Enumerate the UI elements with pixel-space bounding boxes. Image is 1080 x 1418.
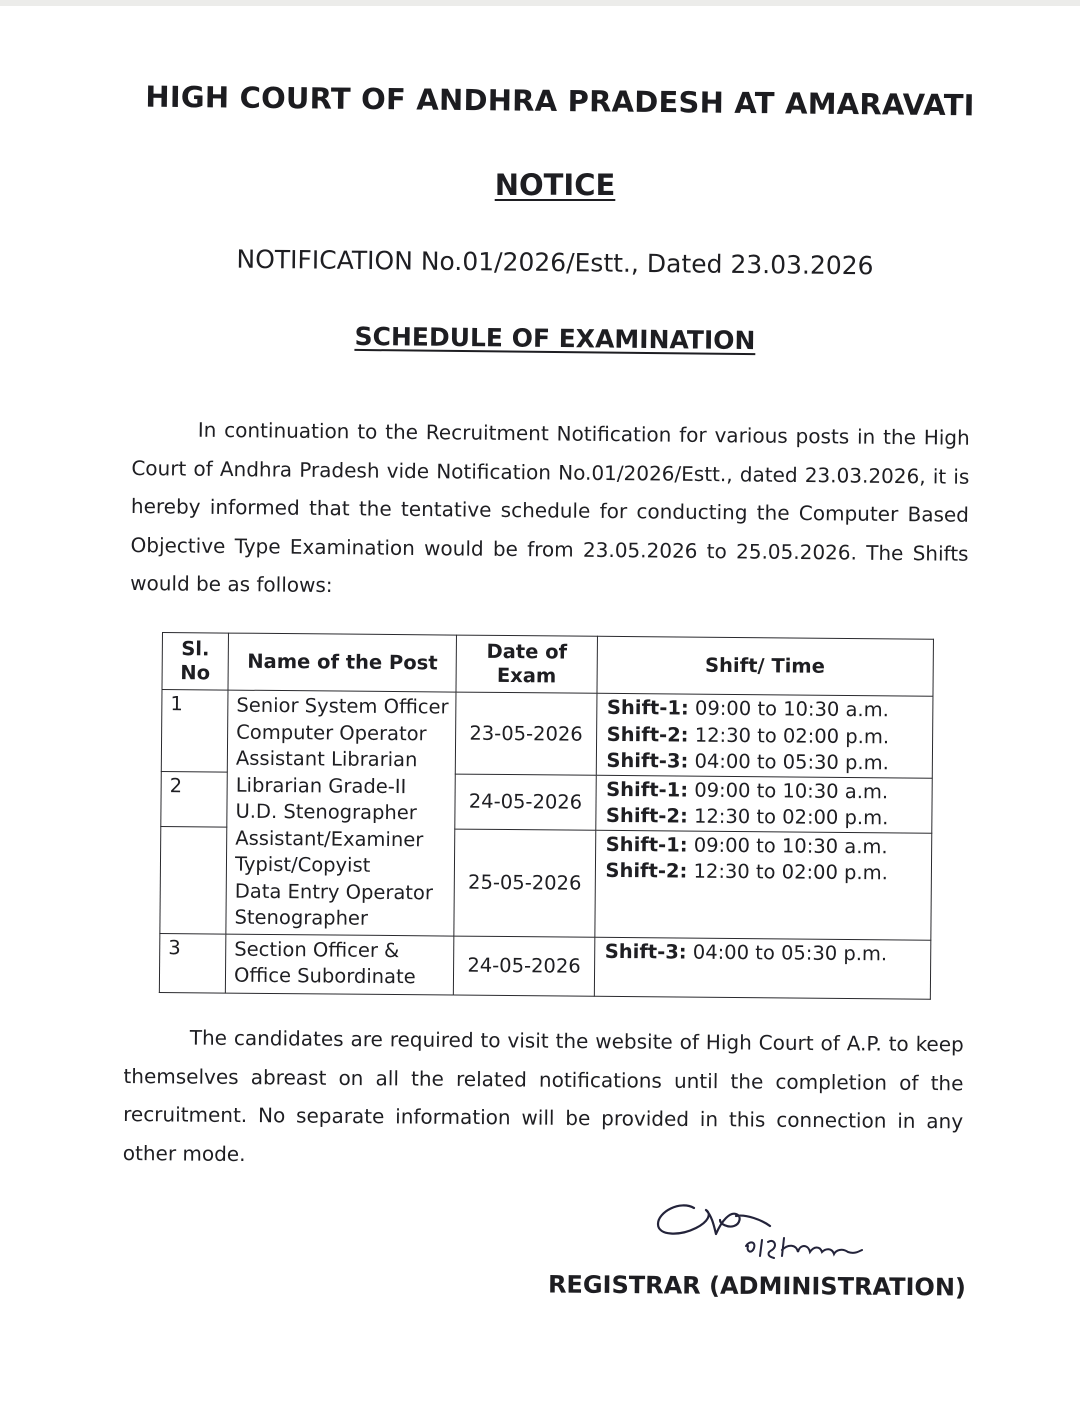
header-exam-date xyxy=(456,635,597,693)
shift-label: Shift-1: xyxy=(606,695,689,720)
shift-line xyxy=(607,721,933,750)
header-sl-line2: No xyxy=(180,661,211,685)
shift-line xyxy=(606,748,932,777)
post-name: Librarian Grade-II xyxy=(235,773,407,798)
sl-number: 2 xyxy=(161,771,228,827)
schedule-title: SCHEDULE OF EXAMINATION xyxy=(354,321,756,356)
table-row xyxy=(161,690,933,778)
notice-title: NOTICE xyxy=(494,168,616,202)
shift-line xyxy=(606,831,932,860)
shift-cell xyxy=(594,937,931,999)
page-edge xyxy=(0,0,1080,6)
shift-time: 12:30 to 02:00 p.m. xyxy=(693,804,889,830)
header-date-line1: Date of xyxy=(486,639,568,664)
post-name: Computer Operator xyxy=(236,720,427,745)
exam-date: 25-05-2026 xyxy=(454,829,595,937)
shift-time: 12:30 to 02:00 p.m. xyxy=(694,723,890,748)
shift-label: Shift-2: xyxy=(606,722,689,747)
shift-line xyxy=(605,858,931,887)
shift-time: 09:00 to 10:30 a.m. xyxy=(693,833,888,858)
header-sl-no xyxy=(162,633,229,691)
shift-label: Shift-3: xyxy=(604,939,687,964)
shift-label: Shift-1: xyxy=(605,832,688,857)
shift-line xyxy=(606,803,932,832)
shift-label: Shift-1: xyxy=(606,777,689,802)
header-shift-time: Shift/ Time xyxy=(597,636,934,696)
intro-paragraph: In continuation to the Recruitment Notification for various posts in the High Court of Andhra Pradesh vide Notification No.01/2026/Estt., dated 23.03.2026, it is hereby informed that the tentative schedule for conducting the Computer Based Objective Type Examination would be from 23.05.2026 to 25.05.2026. The Shifts would be as follows: xyxy=(130,417,970,598)
shift-line xyxy=(606,776,932,805)
header-post-name: Name of the Post xyxy=(228,633,457,692)
shift-line xyxy=(607,695,933,724)
shift-label: Shift-3: xyxy=(606,748,689,773)
exam-date: 23-05-2026 xyxy=(456,692,597,775)
shift-cell xyxy=(596,693,933,777)
sl-number xyxy=(160,826,227,934)
shift-time: 04:00 to 05:30 p.m. xyxy=(692,940,888,965)
shift-cell xyxy=(594,830,931,940)
exam-date: 24-05-2026 xyxy=(455,774,596,830)
shift-time: 09:00 to 10:30 a.m. xyxy=(694,778,889,803)
shift-label: Shift-2: xyxy=(605,858,688,883)
shift-time: 12:30 to 02:00 p.m. xyxy=(693,859,888,885)
header-date-line2: Exam xyxy=(496,663,557,688)
post-name: U.D. Stenographer xyxy=(235,799,417,825)
schedule-table xyxy=(159,632,934,999)
exam-date: 24-05-2026 xyxy=(454,936,595,996)
closing-paragraph: The candidates are required to visit the website of High Court of A.P. to keep themselves abreast on all the related notifications until the completion of the recruitment. No separate information will be provided in this connection in any other mode. xyxy=(122,1025,964,1166)
post-names-cell xyxy=(226,690,456,935)
post-name: Assistant Librarian xyxy=(235,746,418,772)
post-name: Assistant/Examiner xyxy=(235,826,424,851)
post-name: Data Entry Operator xyxy=(234,879,434,904)
sl-number: 3 xyxy=(159,933,226,993)
post-name: Office Subordinate xyxy=(233,963,416,989)
table-row xyxy=(159,933,930,999)
post-names-cell xyxy=(225,934,454,995)
post-name: Section Officer & xyxy=(234,937,400,962)
shift-label: Shift-2: xyxy=(605,803,688,828)
shift-time: 04:00 to 05:30 p.m. xyxy=(694,749,889,775)
table-header-row xyxy=(162,633,933,697)
header-sl-line1: Sl. xyxy=(181,637,210,661)
signatory-title: REGISTRAR (ADMINISTRATION) xyxy=(547,1270,967,1302)
shift-time: 09:00 to 10:30 a.m. xyxy=(694,696,889,722)
court-title: HIGH COURT OF ANDHRA PRADESH AT AMARAVATI xyxy=(145,79,975,123)
shift-cell xyxy=(595,775,932,833)
handwritten-signature xyxy=(650,1190,880,1270)
sl-number: 1 xyxy=(161,690,228,772)
post-name: Typist/Copyist xyxy=(234,852,371,877)
post-name: Stenographer xyxy=(234,905,369,930)
notification-reference: NOTIFICATION No.01/2026/Estt., Dated 23.03.2026 xyxy=(236,244,874,281)
shift-line xyxy=(605,938,931,967)
post-name: Senior System Officer xyxy=(236,693,449,719)
